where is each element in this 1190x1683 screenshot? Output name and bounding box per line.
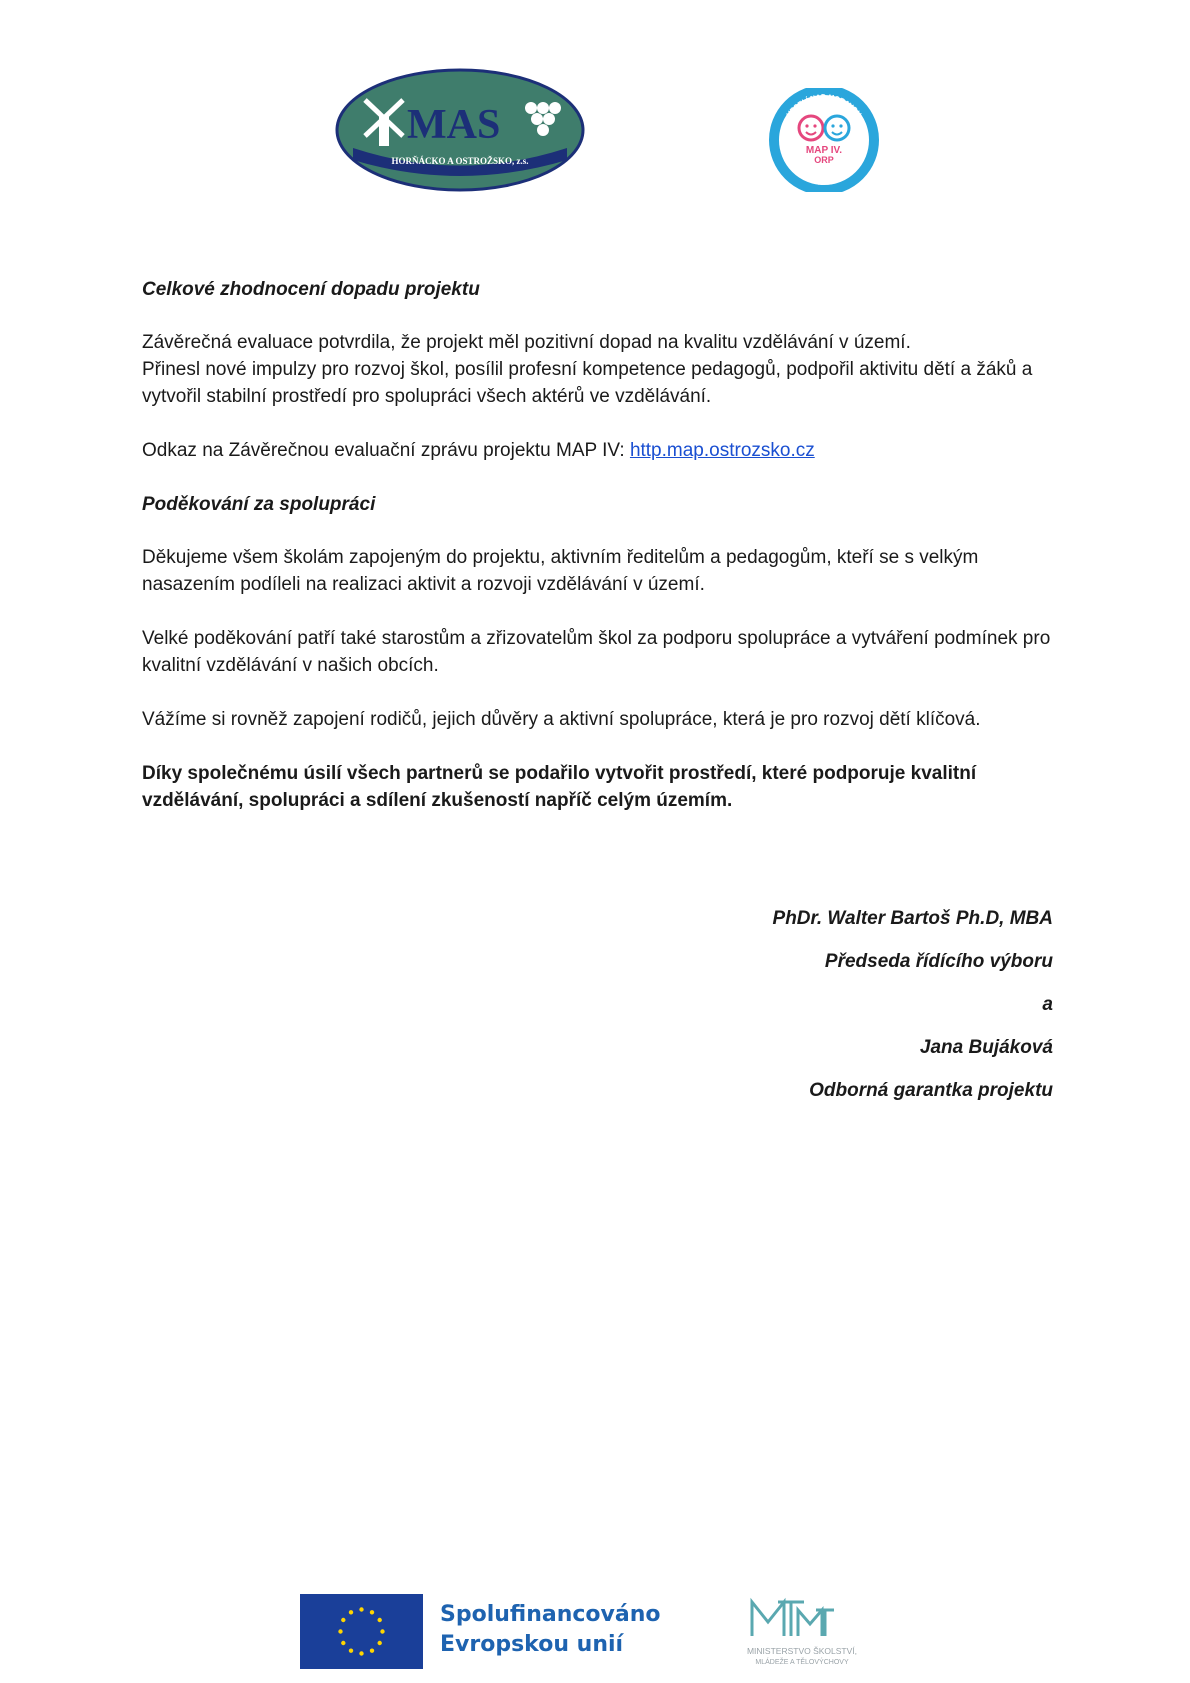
msmt-text-line1: MINISTERSTVO ŠKOLSTVÍ, [746, 1646, 858, 1656]
map-top-text: VESELÍ NAD MORAVOU [785, 93, 863, 119]
eu-flag-icon [300, 1594, 423, 1669]
paragraph-thanks-schools: Děkujeme všem školám zapojeným do projektu, aktivním ředitelům a pedagogům, kteří se s velkým nasazením podíleli na realizaci aktivit a rozvoji vzdělávání v území. [142, 547, 979, 595]
paragraph-evaluation-line1: Závěrečná evaluace potvrdila, že projekt měl pozitivní dopad na kvalitu vzdělávání v území. [142, 332, 911, 353]
map-center-line1: MAP IV. [805, 145, 843, 156]
paragraph-link [142, 437, 1062, 464]
paragraph-evaluation [142, 329, 1062, 410]
paragraph-evaluation-line2: Přinesl nové impulzy pro rozvoj škol, posílil profesní kompetence pedagogů, podpořil aktivitu dětí a žáků a vytvořil stabilní prostředí pro spolupráci všech aktérů ve vzdělávání. [142, 359, 1033, 407]
boy-face-icon [825, 116, 849, 140]
mas-logo [335, 68, 585, 192]
map-bottom-text: OSTROŽSKO - KUNOVICE [786, 160, 862, 188]
signature-role-1: Předseda řídícího výboru [824, 951, 1053, 972]
map-logo [763, 88, 885, 192]
signature-name-1: PhDr. Walter Bartoš Ph.D, MBA [772, 908, 1053, 929]
map-center-line2: ORP [814, 155, 834, 165]
msmt-logo [712, 1592, 892, 1676]
document-body [142, 276, 1062, 841]
eu-text-line2: Evropskou unií [440, 1632, 624, 1657]
heading-thanks: Poděkování za spolupráci [142, 494, 376, 515]
signature-block [773, 897, 1053, 1112]
eu-text-line1: Spolufinancováno [440, 1602, 661, 1627]
msmt-text-line2: MLÁDEŽE A TĚLOVÝCHOVY [755, 1659, 849, 1666]
paragraph-thanks-mayors: Velké poděkování patří také starostům a zřizovatelům škol za podporu spolupráce a vytváření podmínek pro kvalitní vzdělávání v našich obcích. [142, 628, 1051, 676]
signature-conjunction: a [1042, 994, 1053, 1015]
signature-role-2: Odborná garantka projektu [809, 1080, 1053, 1101]
evaluation-report-link[interactable]: http.map.ostrozsko.cz [629, 440, 815, 461]
paragraph-conclusion: Díky společnému úsilí všech partnerů se podařilo vytvořit prostředí, které podporuje kvalitní vzdělávání, spolupráci a sdílení zkušeností napříč celým územím. [142, 763, 977, 811]
msmt-mark-icon [752, 1602, 834, 1636]
mas-subtitle: HORŇÁCKO A OSTROŽSKO, z.s. [391, 156, 529, 166]
girl-face-icon [799, 116, 823, 140]
mas-title: MAS [407, 102, 501, 148]
signature-name-2: Jana Bujáková [919, 1037, 1053, 1058]
link-prefix: Odkaz na Závěrečnou evaluační zprávu projektu MAP IV: [142, 440, 630, 461]
heading-impact: Celkové zhodnocení dopadu projektu [142, 279, 480, 300]
paragraph-thanks-parents: Vážíme si rovněž zapojení rodičů, jejich důvěry a aktivní spolupráce, která je pro rozvoj dětí klíčová. [142, 709, 981, 730]
eu-cofinanced-text [440, 1600, 680, 1660]
